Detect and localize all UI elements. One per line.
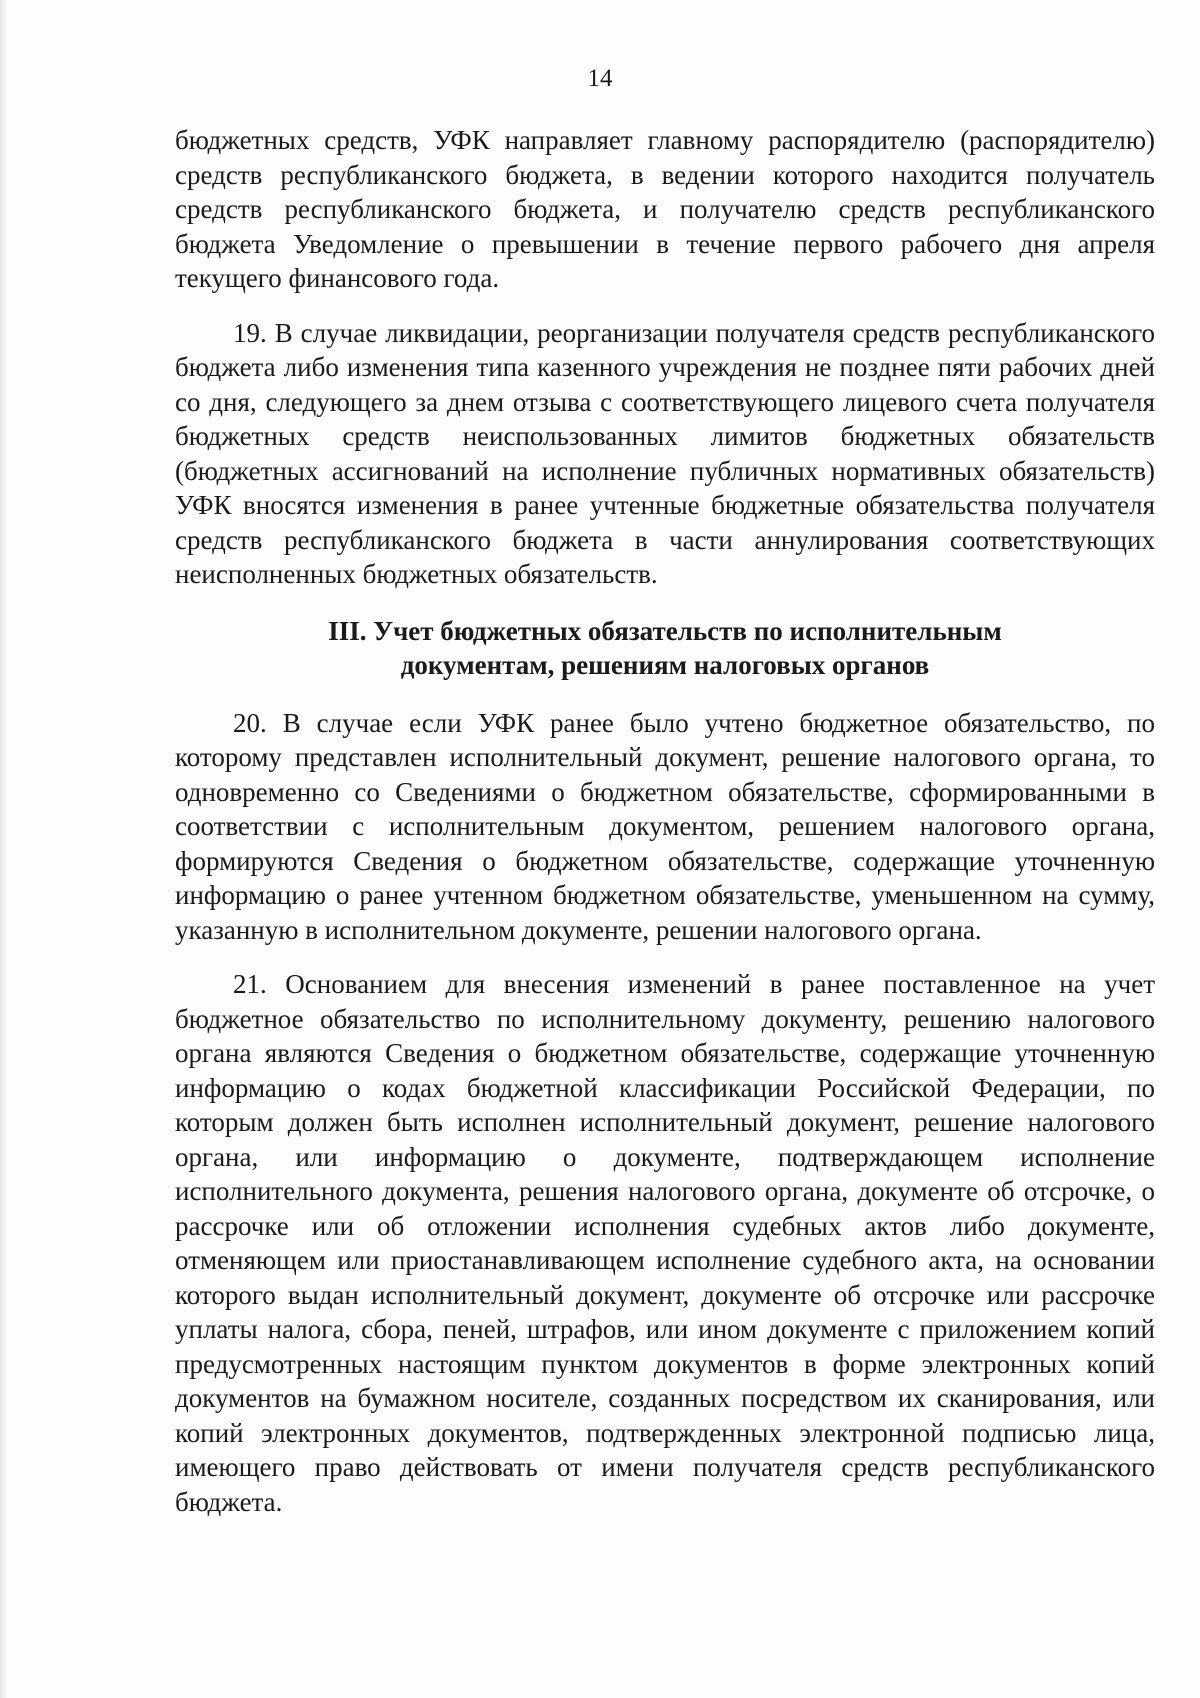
paragraph-19: 19. В случае ликвидации, реорганизации получателя средств республиканского бюджета либо изменения типа казенного учреждения не позднее пяти рабочих дней со дня, следующего за днем отзыва с соответствующего лицевого счета получателя бюджетных средств неиспользованных лимитов бюджетных обязательств (бюджетных ассигнований на исполнение публичных нормативных обязательств) УФК вносятся изменения в ранее учтенные бюджетные обязательства получателя средств республиканского бюджета в части аннулирования соответствующих неисполненных бюджетных обязательств. <box>175 317 1155 589</box>
paragraph-20: 20. В случае если УФК ранее было учтено бюджетное обязательство, по которому представлен исполнительный документ, решение налогового органа, то одновременно со Сведениями о бюджетном обязательстве, сформированными в соответствии с исполнительным документом, решением налогового органа, формируются Сведения о бюджетном обязательстве, содержащие уточненную информацию о ранее учтенном бюджетном обязательстве, уменьшенном на сумму, указанную в исполнительном документе, решении налогового органа. <box>175 707 1155 945</box>
section-heading-line-2: документам, решениям налоговых органов <box>400 649 930 680</box>
section-heading-line-1: III. Учет бюджетных обязательств по исполнительным <box>328 615 1002 646</box>
paragraph-gap <box>175 947 1155 967</box>
heading-gap <box>175 682 1155 706</box>
page-number: 14 <box>587 65 613 92</box>
paragraph-gap <box>175 296 1155 316</box>
scan-edge <box>0 0 8 1698</box>
document-body <box>175 123 1155 1519</box>
paragraph-18-continuation: бюджетных средств, УФК направляет главному распорядителю (распорядителю) средств республиканского бюджета, в ведении которого находится получатель средств республиканского бюджета, и получателю средств республиканского бюджета Уведомление о превышении в течение первого рабочего дня апреля текущего финансового года. <box>175 125 1155 293</box>
heading-gap <box>175 592 1155 614</box>
paragraph-21: 21. Основанием для внесения изменений в ранее поставленное на учет бюджетное обязательство по исполнительному документу, решению налогового органа являются Сведения о бюджетном обязательстве, содержащие уточненную информацию о кодах бюджетной классификации Российской Федерации, по которым должен быть исполнен исполнительный документ, решение налогового органа, или информацию о документе, подтверждающем исполнение исполнительного документа, решения налогового органа, документе об отсрочке, о рассрочке или об отложении исполнения судебных актов либо документе, отменяющем или приостанавливающем исполнение судебного акта, на основании которого выдан исполнительный документ, документе об отсрочке или рассрочке уплаты налога, сбора, пеней, штрафов, или ином документе с приложением копий предусмотренных настоящим пунктом документов в форме электронных копий документов на бумажном носителе, созданных посредством их сканирования, или копий электронных документов, подтвержденных электронной подписью лица, имеющего право действовать от имени получателя средств республиканского бюджета. <box>175 969 1155 1517</box>
section-heading <box>175 614 1155 682</box>
